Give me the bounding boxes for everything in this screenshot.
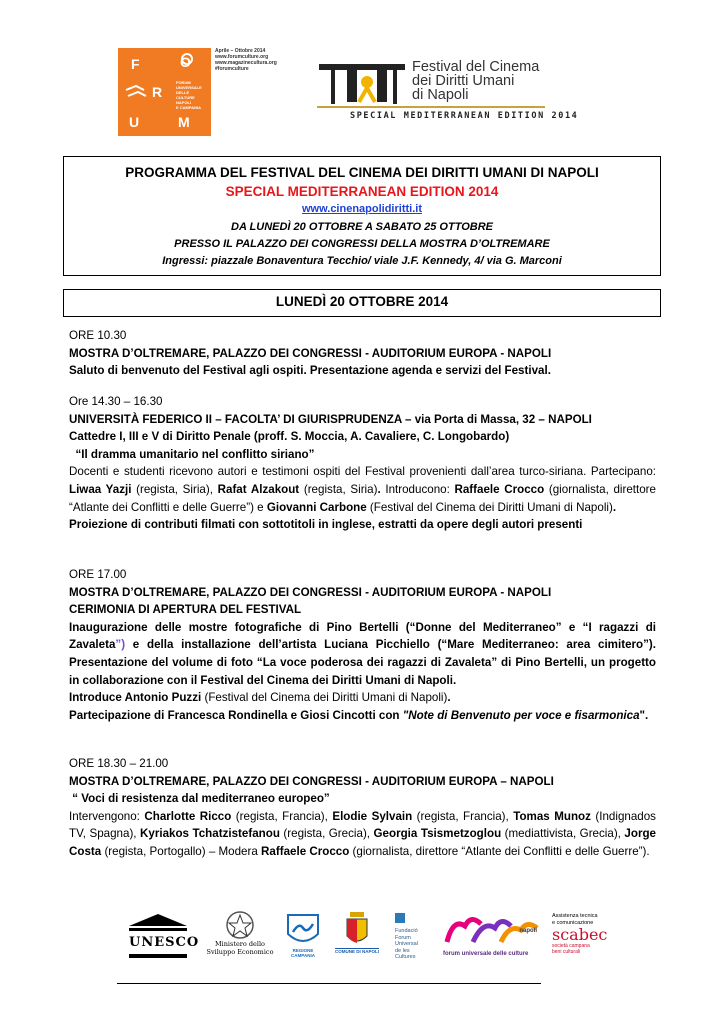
ministero-logo: Ministero dello Sviluppo Economico: [205, 910, 275, 965]
festival-edition: SPECIAL MEDITERRANEAN EDITION 2014: [350, 111, 579, 121]
event-description: Saluto di benvenuto del Festival agli ospiti. Presentazione agenda e servizi del Festival.: [69, 364, 551, 378]
entrances: Ingressi: piazzale Bonaventura Tecchio/ viale J.F. Kennedy, 4/ via G. Marconi: [162, 255, 562, 267]
event-description: Docenti e studenti ricevono autori e testimoni ospiti del Festival provenienti dall’area turco-siriana. Partecipano: Liwaa Yazji (regista, Siria), Rafat Alzakout (regista, Siria). Introducono: Raffaele Crocco (giornalista, direttore “Atlante dei Conflitti e delle Guerre”) e Giovanni Carbone (Festival del Cinema dei Diritti Umani di Napoli).: [69, 465, 656, 514]
napoli-crest-icon: [344, 910, 370, 948]
event-intro: Introduce Antonio Puzzi (Festival del Cinema dei Diritti Umani di Napoli).: [69, 691, 451, 705]
event-time: ORE 10.30: [69, 329, 127, 342]
event-2: [69, 393, 656, 534]
venue: PRESSO IL PALAZZO DEI CONGRESSI DELLA MOSTRA D’OLTREMARE: [174, 238, 550, 250]
scabec-logo: Assistenza tecnica e comunicazione scabec società campana beni culturali: [552, 913, 608, 955]
guest-name: Elodie Sylvain: [332, 809, 413, 823]
guest-name: Giovanni Carbone: [266, 500, 367, 514]
forum-letter-r: R: [152, 84, 163, 100]
day-heading: LUNEDÌ 20 OTTOBRE 2014: [275, 294, 449, 309]
key-icon: [176, 50, 198, 72]
event-place: MOSTRA D’OLTREMARE, PALAZZO DEI CONGRESSI - AUDITORIUM EUROPA – NAPOLI: [69, 774, 554, 788]
programme-title: PROGRAMMA DEL FESTIVAL DEL CINEMA DEI DIRITTI UMANI DI NAPOLI: [125, 165, 599, 180]
campania-shield-icon: [285, 912, 321, 948]
star-emblem-icon: [225, 910, 255, 940]
event-chairs: Cattedre I, III e V di Diritto Penale (proff. S. Moccia, A. Cavaliere, C. Longobardo): [69, 430, 510, 444]
guest-name: Kyriakos Tchatzistefanou: [140, 827, 280, 841]
event-speakers: Intervengono: Charlotte Ricco (regista, Francia), Elodie Sylvain (regista, Francia), Tomas Munoz (Indignados TV, Spagna), Kyriakos Tchatzistefanou (regista, Grecia), Georgia Tsismetzoglou (mediattivista, Grecia), Jorge Costa (regista, Portogallo) – Modera Raffaele Crocco (giornalista, direttore “Atlante dei Conflitti e delle Guerre”).: [69, 809, 656, 858]
unesco-text: UNESCO: [129, 935, 200, 950]
event-place: MOSTRA D’OLTREMARE, PALAZZO DEI CONGRESSI - AUDITORIUM EUROPA - NAPOLI: [69, 346, 552, 360]
event-topic: “ Voci di resistenza dal mediterraneo europeo”: [69, 792, 330, 806]
festival-title: Festival del Cinema dei Diritti Umani di Napoli: [412, 59, 540, 103]
event-1: [69, 327, 656, 380]
event-3: [69, 566, 656, 724]
event-participation: Partecipazione di Francesca Rondinella e Giosi Cincotti con "Note di Benvenuto per voce e fisarmonica".: [69, 708, 649, 722]
regione-campania-logo: REGIONE CAMPANIA: [283, 912, 323, 958]
festival-underline: [317, 106, 545, 108]
guest-name: Liwaa Yazji: [69, 482, 132, 496]
footer-divider: [117, 983, 541, 984]
hands-icon: [124, 82, 150, 102]
event-projection: Proiezione di contributi filmati con sottotitoli in inglese, estratti da opere degli autori presenti: [69, 518, 583, 532]
date-range: DA LUNEDÌ 20 OTTOBRE A SABATO 25 OTTOBRE: [231, 221, 493, 233]
event-4: [69, 755, 656, 861]
forum-universale-logo: napoli forum universale delle culture: [443, 912, 541, 958]
forum-letter-f: F: [131, 56, 140, 72]
fundacio-square-icon: [395, 913, 405, 923]
event-time: ORE 17.00: [69, 568, 127, 581]
unesco-logo: [127, 912, 200, 962]
film-clapper-icon: [317, 60, 409, 106]
fundacio-forum-logo: Fundació Forum Universal de les Cultures: [395, 910, 437, 962]
event-topic: “Il dramma umanitario nel conflitto siriano”: [69, 447, 315, 461]
guest-name: Charlotte Ricco: [144, 809, 232, 823]
website-link[interactable]: www.cinenapolidiritti.it: [302, 203, 422, 215]
event-description: Inaugurazione delle mostre fotografiche di Pino Bertelli (“Donne del Mediterraneo” e “I ragazzi di Zavaleta”) e della installazione dell’artista Luciana Picchiello (“Mare Mediterraneo: area cimitero”). Presentazione del volume di foto “La voce poderosa dei ragazzi di Zavaleta” di Pino Bertelli, un progetto in collaborazione con il Festival del Cinema dei Diritti Umani di Napoli.: [69, 620, 656, 687]
forum-letter-m: M: [178, 114, 190, 130]
event-time: Ore 14.30 – 16.30: [69, 395, 163, 408]
guest-name: Georgia Tsismetzoglou: [373, 827, 502, 841]
event-time: ORE 18.30 – 21.00: [69, 757, 169, 770]
guest-name: Rafat Alzakout: [217, 482, 300, 496]
guest-name: Tomas Munoz: [513, 809, 591, 823]
forum-logo: [118, 48, 211, 136]
guest-name: Raffaele Crocco: [261, 844, 350, 858]
forum-letter-u: U: [129, 114, 140, 130]
programme-subtitle: SPECIAL MEDITERRANEAN EDITION 2014: [225, 184, 499, 199]
event-place: MOSTRA D’OLTREMARE, PALAZZO DEI CONGRESSI - AUDITORIUM EUROPA - NAPOLI: [69, 585, 552, 599]
comune-napoli-logo: COMUNE DI NAPOLI: [335, 910, 379, 962]
event-ceremony: CERIMONIA DI APERTURA DEL FESTIVAL: [69, 603, 302, 617]
forum-info: Aprile – Ottobre 2014 www.forumculture.org www.magazinecultura.org #forumculture: [215, 48, 277, 72]
guest-name: Jorge Costa: [69, 827, 656, 858]
guest-name: Raffaele Crocco: [454, 482, 545, 496]
forum-tiny-text: FORUM UNIVERSALE DELLE CULTURE NAPOLI E CAMPANIA: [176, 80, 202, 110]
event-place: UNIVERSITÀ FEDERICO II – FACOLTA’ DI GIURISPRUDENZA – via Porta di Massa, 32 – NAPOLI: [69, 412, 592, 426]
forum-letter-o: O: [180, 54, 191, 70]
